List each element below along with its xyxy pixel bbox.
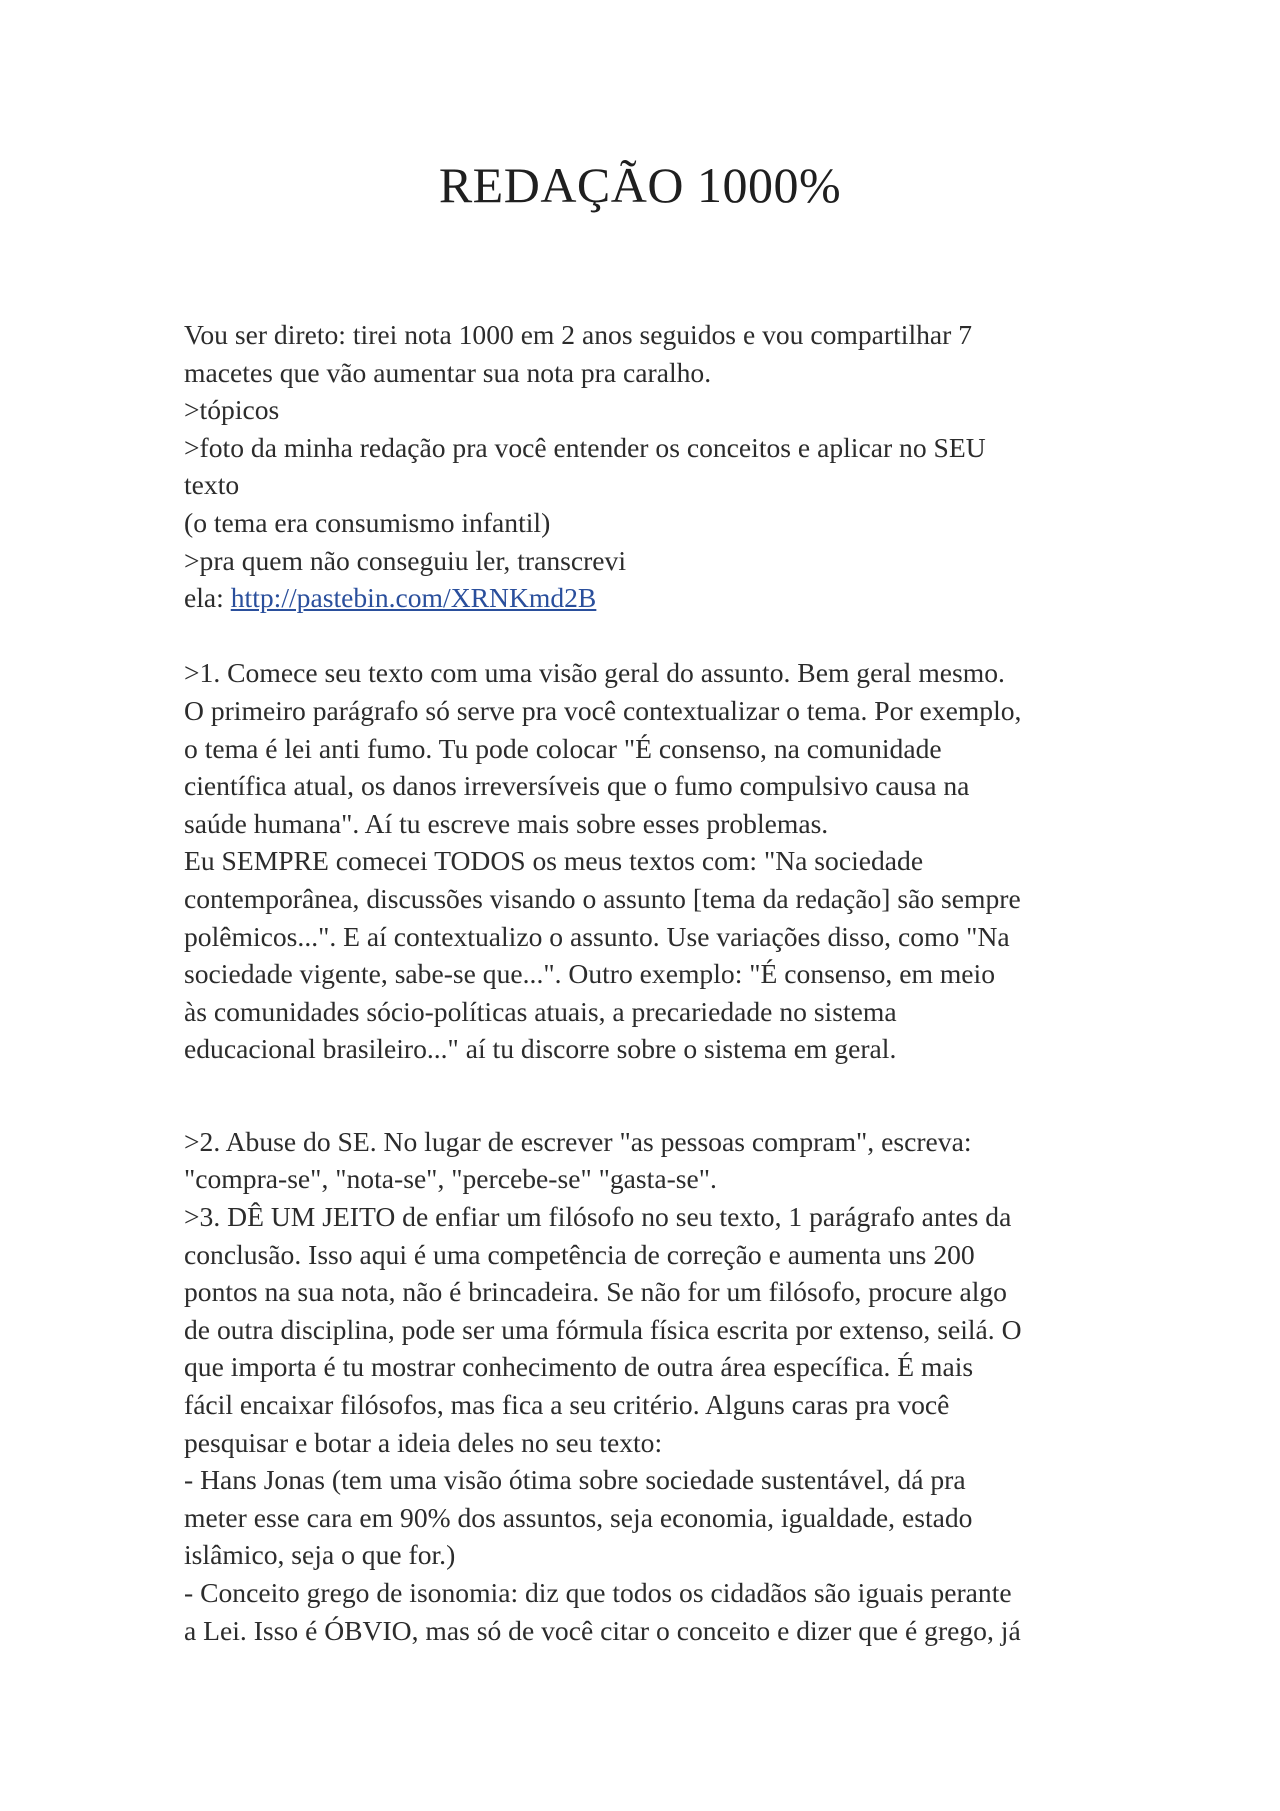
text-line: que importa é tu mostrar conhecimento de outra área específica. É mais <box>184 1351 974 1383</box>
intro-paragraph <box>184 316 1104 617</box>
text-line: >foto da minha redação pra você entender os conceitos e aplicar no SEU <box>184 431 986 463</box>
link-prefix: ela: <box>184 582 231 614</box>
text-line: educacional brasileiro..." aí tu discorre sobre o sistema em geral. <box>184 1033 897 1065</box>
text-line: a Lei. Isso é ÓBVIO, mas só de você citar o conceito e dizer que é grego, já <box>184 1614 1021 1646</box>
text-line: texto <box>184 469 240 501</box>
text-line: às comunidades sócio-políticas atuais, a precariedade no sistema <box>184 995 897 1027</box>
text-line: pesquisar e botar a ideia deles no seu texto: <box>184 1426 663 1458</box>
text-line: científica atual, os danos irreversíveis que o fumo compulsivo causa na <box>184 770 970 802</box>
text-line: contemporânea, discussões visando o assunto [tema da redação] são sempre <box>184 882 1021 914</box>
text-line: (o tema era consumismo infantil) <box>184 506 551 538</box>
text-line: sociedade vigente, sabe-se que...". Outro exemplo: "É consenso, em meio <box>184 958 996 990</box>
text-line: fácil encaixar filósofos, mas fica a seu critério. Alguns caras pra você <box>184 1389 950 1421</box>
pastebin-link[interactable]: http://pastebin.com/XRNKmd2B <box>230 582 597 614</box>
text-line: >1. Comece seu texto com uma visão geral do assunto. Bem geral mesmo. <box>184 657 1005 689</box>
paragraph-gap <box>184 617 1104 655</box>
document-body <box>184 316 1104 1649</box>
text-line: o tema é lei anti fumo. Tu pode colocar "É consenso, na comunidade <box>184 732 942 764</box>
text-line: de outra disciplina, pode ser uma fórmula física escrita por extenso, seilá. O <box>184 1313 1022 1345</box>
text-line: Vou ser direto: tirei nota 1000 em 2 anos seguidos e vou compartilhar 7 <box>184 319 973 350</box>
text-line: meter esse cara em 90% dos assuntos, seja economia, igualdade, estado <box>184 1501 973 1533</box>
text-line: polêmicos...". E aí contextualizo o assunto. Use variações disso, como "Na <box>184 920 1010 952</box>
text-line: - Conceito grego de isonomia: diz que todos os cidadãos são iguais perante <box>184 1577 1012 1608</box>
text-line: Eu SEMPRE comecei TODOS os meus textos com: "Na sociedade <box>184 845 924 877</box>
text-line: - Hans Jonas (tem uma visão ótima sobre sociedade sustentável, dá pra <box>184 1464 966 1496</box>
page-title: REDAÇÃO 1000% <box>438 157 842 213</box>
link-line <box>184 579 1104 617</box>
text-line: >tópicos <box>184 394 280 426</box>
text-line: islâmico, seja o que for.) <box>184 1539 456 1571</box>
text-line: O primeiro parágrafo só serve pra você contextualizar o tema. Por exemplo, <box>184 694 1022 726</box>
text-line: macetes que vão aumentar sua nota pra caralho. <box>184 356 712 388</box>
text-line: "compra-se", "nota-se", "percebe-se" "gasta-se". <box>184 1163 717 1195</box>
text-line: pontos na sua nota, não é brincadeira. Se não for um filósofo, procure algo <box>184 1276 1007 1308</box>
paragraph-gap <box>184 1068 1104 1123</box>
text-line: conclusão. Isso aqui é uma competência de correção e aumenta uns 200 <box>184 1238 975 1270</box>
tips-2-3-paragraph <box>184 1123 1104 1649</box>
tip-1-paragraph <box>184 654 1104 1068</box>
text-line: >pra quem não conseguiu ler, transcrevi <box>184 544 626 576</box>
text-line: saúde humana". Aí tu escreve mais sobre esses problemas. <box>184 807 829 839</box>
text-line: >2. Abuse do SE. No lugar de escrever "as pessoas compram", escreva: <box>184 1125 972 1157</box>
text-line: >3. DÊ UM JEITO de enfiar um filósofo no seu texto, 1 parágrafo antes da <box>184 1201 1012 1233</box>
